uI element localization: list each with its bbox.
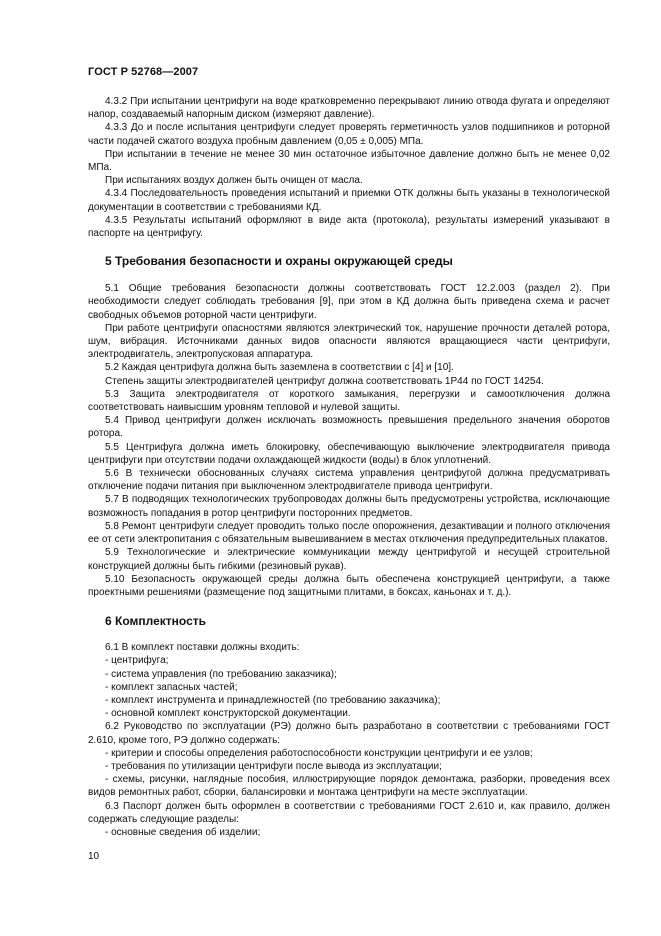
paragraph-5-2-protection: Степень защиты электродвигателей центрифуг должна соответствовать 1Р44 по ГОСТ 14254.	[105, 375, 544, 387]
list-item-schemes: - схемы, рисунки, наглядные пособия, иллюстрирующие порядок демонтажа, разборки, проведения всех видов ремонтных работ, сборки, балансировки и монтажа центрифуги на месте эксплуатации.	[88, 774, 610, 799]
paragraph-4-3-3-air: При испытаниях воздух должен быть очищен от масла.	[105, 175, 363, 187]
page-number: 10	[88, 851, 100, 862]
paragraph-5-1: 5.1 Общие требования безопасности должны соответствовать ГОСТ 12.2.003 (раздел 2). При необходимости следует соблюдать требования [9], при этом в КД должна быть приведена схема и расчет свободных объемов роторной части центрифуги.	[88, 283, 610, 321]
paragraph-5-6: 5.6 В технически обоснованных случаях система управления центрифугой должна предусматривать отключение подачи питания при выключенном электродвигателе привода центрифуги.	[88, 468, 610, 493]
paragraph-4-3-3: 4.3.3 До и после испытания центрифуги следует проверять герметичность узлов подшипников и роторной части подачей сжатого воздуха пробным давлением (0,05 ± 0,005) МПа.	[88, 122, 610, 147]
paragraph-6-3: 6.3 Паспорт должен быть оформлен в соответствии с требованиями ГОСТ 2.610 и, как правило, должен содержать следующие разделы:	[88, 800, 610, 825]
paragraph-4-3-5: 4.3.5 Результаты испытаний оформляют в виде акта (протокола), результаты измерений указывают в паспорте на центрифугу.	[88, 214, 610, 240]
section-6-title: 6 Комплектность	[105, 614, 206, 629]
list-item-disposal: - требования по утилизации центрифуги после вывода из эксплуатации;	[105, 760, 442, 772]
paragraph-5-8: 5.8 Ремонт центрифуги следует проводить только после опорожнения, дезактивации и полного отключения ее от сети электропитания с обязательным вывешиванием в местах отключения предупредительных плакатов.	[88, 520, 610, 546]
list-item-tools: - комплект инструмента и принадлежностей (по требованию заказчика);	[105, 694, 441, 706]
paragraph-4-3-2: 4.3.2 При испытании центрифуги на воде кратковременно перекрывают линию отвода фугата и определяют напор, создаваемый напорным диском (измеряют давление).	[88, 96, 610, 121]
list-item-centrifuge: - центрифуга;	[105, 655, 169, 667]
paragraph-6-1: 6.1 В комплект поставки должны входить:	[105, 642, 300, 654]
paragraph-5-7: 5.7 В подводящих технологических трубопроводах должны быть предусмотрены устройства, исключающие возможность попадания в ротор центрифуги посторонних предметов.	[88, 494, 610, 519]
list-item-control-system: - система управления (по требованию заказчика);	[105, 668, 337, 680]
list-item-spare-parts: - комплект запасных частей;	[105, 681, 238, 693]
document-body	[88, 95, 610, 839]
paragraph-6-2: 6.2 Руководство по эксплуатации (РЭ) должно быть разработано в соответствии с требованиями ГОСТ 2.610, кроме того, РЭ должно содержать:	[88, 721, 610, 746]
paragraph-5-10: 5.10 Безопасность окружающей среды должна быть обеспечена конструкцией центрифуги, а также проектными решениями (размещение под защитными плитами, в боксах, каньонах и т. д.).	[88, 573, 610, 598]
list-item-criteria: - критерии и способы определения работоспособности конструкции центрифуги и ее узлов;	[105, 747, 533, 759]
paragraph-5-3: 5.3 Защита электродвигателя от короткого замыкания, перегрузки и самоотключения должна соответствовать наивысшим уровням тепловой и нулевой защиты.	[88, 388, 610, 414]
paragraph-5-2: 5.2 Каждая центрифуга должна быть заземлена в соответствии с [4] и [10].	[105, 362, 454, 374]
paragraph-5-9: 5.9 Технологические и электрические коммуникации между центрифугой и несущей строительной конструкцией должны быть гибкими (резиновый рукав).	[88, 547, 610, 572]
document-header: ГОСТ Р 52768—2007	[88, 66, 199, 78]
list-item-basic-info: - основные сведения об изделии;	[105, 826, 261, 838]
paragraph-5-4: 5.4 Привод центрифуги должен исключать возможность превышения предельного значения оборотов ротора.	[88, 415, 610, 440]
paragraph-4-3-3-pressure: При испытании в течение не менее 30 мин остаточное избыточное давление должно быть не менее 0,02 МПа.	[88, 148, 610, 174]
paragraph-5-1-hazards: При работе центрифуги опасностями являются электрический ток, нарушение прочности деталей ротора, шум, вибрация. Источниками данных видов опасности являются вращающиеся части центрифуги, электродвигатель, электропусковая аппаратура.	[88, 322, 610, 361]
list-item-documentation: - основной комплект конструкторской документации.	[105, 708, 351, 720]
section-5-title: 5 Требования безопасности и охраны окружающей среды	[105, 254, 453, 269]
paragraph-5-5: 5.5 Центрифуга должна иметь блокировку, обеспечивающую выключение электродвигателя привода центрифуги при отсутствии подачи охлаждающей жидкости (воды) в блок уплотнений.	[88, 441, 610, 466]
paragraph-4-3-4: 4.3.4 Последовательность проведения испытаний и приемки ОТК должны быть указаны в технологической документации в соответствии с требованиями КД.	[88, 188, 610, 213]
